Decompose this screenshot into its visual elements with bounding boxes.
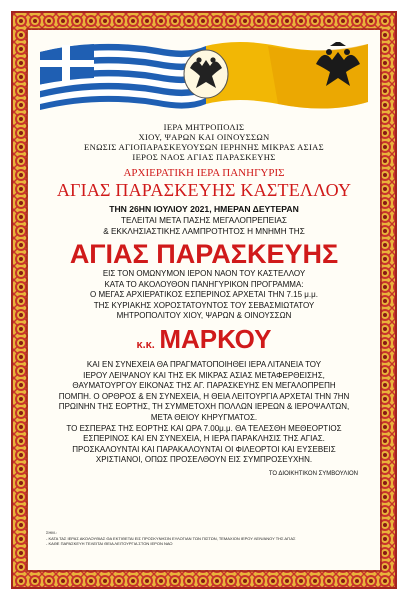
notes xyxy=(46,530,346,547)
bishop-name-text: ΜΑΡΚΟΥ xyxy=(159,323,272,354)
body-line: ΚΑΙ ΕΝ ΣΥΝΕΧΕΙΑ ΘΑ ΠΡΑΓΜΑΤΟΠΟΙΗΘΕΙ ΙΕΡΑ ΛΙΤΑΝΕΙΑ ΤΟΥ xyxy=(86,359,322,369)
notes-heading: ΣΗΜ.: xyxy=(46,530,57,535)
program-line-5: ΜΗΤΡΟΠΟΛΙΤΟΥ ΧΙΟΥ, ΨΑΡΩΝ & ΟΙΝΟΥΣΣΩΝ xyxy=(116,311,292,321)
date-line: ΤΗΝ 26ΗΝ ΙΟΥΛΙΟΥ 2021, ΗΜΕΡΑΝ ΔΕΥΤΕΡΑΝ xyxy=(109,204,299,214)
program-line-4: ΤΗΣ ΚΥΡΙΑΚΗΣ ΧΟΡΟΣΤΑΤΟΥΝΤΟΣ ΤΟΥ ΣΕΒΑΣΜΙΩΤΑΤΟΥ xyxy=(93,300,315,310)
festival-subtitle: ΑΡΧΙΕΡΑΤΙΚΗ ΙΕΡΑ ΠΑΝΗΓΥΡΙΣ xyxy=(123,167,285,179)
memory-line: & ΕΚΚΛΗΣΙΑΣΤΙΚΗΣ ΛΑΜΠΡΟΤΗΤΟΣ Η ΜΝΗΜΗ ΤΗΣ xyxy=(103,227,305,236)
greek-flag xyxy=(40,44,206,110)
bishop-prefix: κ.κ. xyxy=(136,338,155,351)
body-line: ΤΟ ΕΣΠΕΡΑΣ ΤΗΣ ΕΟΡΤΗΣ ΚΑΙ ΩΡΑ 7.00μ.μ. ΘΑ ΤΕΛΕΣΘΗ ΜΕΘΕΟΡΤΙΟΣ xyxy=(66,423,342,433)
body-line: ΠΡΩΙΝΗΝ ΤΗΣ ΕΟΡΤΗΣ, ΤΗ ΣΥΜΜΕΤΟΧΗ ΠΟΛΛΩΝ ΙΕΡΕΩΝ & ΙΕΡΟΨΑΛΤΩΝ, xyxy=(58,402,350,412)
note-1: - ΚΑΤΑ ΤΑΣ ΙΕΡΑΣ ΑΚΟΛΟΥΘΙΑΣ ΘΑ ΕΚΤΙΘΕΤΑΙ ΕΙΣ ΠΡΟΣΚΥΝΗΣΙΝ ΕΥΛΟΓΙΑΝ ΤΩΝ ΠΙΣΤΩΝ, ΤΕΜΑΧΙΟΝ ΙΕΡΟΥ ΛΕΙΨΑΝΟΥ ΤΗΣ ΑΓΙΑΣ xyxy=(46,535,296,541)
church-line: ΙΕΡΟΣ ΝΑΟΣ ΑΓΙΑΣ ΠΑΡΑΣΚΕΥΗΣ xyxy=(132,152,276,162)
body-line: ΕΣΠΕΡΙΝΟΣ ΚΑΙ ΕΝ ΣΥΝΕΧΕΙΑ, Η ΙΕΡΑ ΠΑΡΑΚΛΗΣΙΣ ΤΗΣ ΑΓΙΑΣ. xyxy=(83,434,325,444)
metropolis-line: ΙΕΡΑ ΜΗΤΡΟΠΟΛΙΣ xyxy=(163,122,245,132)
body-line: ΙΕΡΟΥ ΛΕΙΨΑΝΟΥ ΚΑΙ ΤΗΣ ΕΚ ΜΙΚΡΑΣ ΑΣΙΑΣ ΜΕΤΑΦΕΡΘΕΙΣΗΣ, xyxy=(83,370,325,380)
poster-text xyxy=(42,122,366,477)
festival-title: ΑΓΙΑΣ ΠΑΡΑΣΚΕΥΗΣ ΚΑΣΤΕΛΛΟΥ xyxy=(56,180,352,200)
union-line: ΕΝΩΣΙΣ ΑΓΙΟΠΑΡΑΣΚΕΥΟΥΣΩΝ ΙΕΡΗΝΗΣ ΜΙΚΡΑΣ ΑΣΙΑΣ xyxy=(84,142,324,152)
program-line-3: Ο ΜΕΓΑΣ ΑΡΧΙΕΡΑΤΙΚΟΣ ΕΣΠΕΡΙΝΟΣ ΑΡΧΕΤΑΙ ΤΗΝ 7.15 μ.μ. xyxy=(90,290,318,300)
body-line: ΠΟΜΠΗ. Ο ΟΡΘΡΟΣ & ΕΝ ΣΥΝΕΧΕΙΑ, Η ΘΕΙΑ ΛΕΙΤΟΥΡΓΙΑ ΑΡΧΕΤΑΙ ΤΗΝ 7ΗΝ xyxy=(58,391,350,401)
body-line: ΠΡΟΣΚΑΛΟΥΝΤΑΙ ΚΑΙ ΠΑΡΑΚΑΛΟΥΝΤΑΙ ΟΙ ΦΙΛΕΟΡΤΟΙ ΚΑΙ ΕΥΣΕΒΕΙΣ xyxy=(72,444,336,454)
flags-banner xyxy=(38,38,370,116)
body-line: ΘΑΥΜΑΤΟΥΡΓΟΥ ΕΙΚΟΝΑΣ ΤΗΣ ΑΓ. ΠΑΡΑΣΚΕΥΗΣ ΕΝ ΜΕΓΑΛΟΠΡΕΠΗ xyxy=(72,381,336,391)
signature: ΤΟ ΔΙΟΙΚΗΤΙΚΟΝ ΣΥΜΒΟΥΛΙΟΝ xyxy=(268,470,358,477)
bishop-name xyxy=(42,324,366,360)
note-2: - ΚΑΘΕ ΠΑΡΑΣΚΕΥΗ ΤΕΛΕΙΤΑΙ ΘΕΙΑ ΛΕΙΤΟΥΡΓΙΑ ΣΤΟΝ ΙΕΡΟΝ ΝΑΟ xyxy=(46,541,173,547)
saint-name: ΑΓΙΑΣ ΠΑΡΑΣΚΕΥΗΣ xyxy=(69,239,339,269)
program-line-2: ΚΑΤΑ ΤΟ ΑΚΟΛΟΥΘΟΝ ΠΑΝΗΓΥΡΙΚΟΝ ΠΡΟΓΡΑΜΜΑ: xyxy=(104,279,304,289)
body-line: ΜΕΤΑ ΘΕΙΟΥ ΚΗΡΥΓΜΑΤΟΣ. xyxy=(150,412,258,422)
double-headed-eagle-icon xyxy=(184,50,228,98)
body-line: ΧΡΙΣΤΙΑΝΟΙ, ΟΠΩΣ ΠΡΟΣΕΛΘΟΥΝ ΕΙΣ ΣΥΜΠΡΟΣΕΥΧΗΝ. xyxy=(95,455,313,465)
ceremony-line: ΤΕΛΕΙΤΑΙ ΜΕΤΑ ΠΑΣΗΣ ΜΕΓΑΛΟΠΡΕΠΕΙΑΣ xyxy=(121,216,287,225)
metropolis-region-line: ΧΙΟΥ, ΨΑΡΩΝ ΚΑΙ ΟΙΝΟΥΣΣΩΝ xyxy=(138,132,270,142)
poster-page xyxy=(28,30,380,570)
program-line-1: ΕΙΣ ΤΟΝ ΟΜΩΝΥΜΟΝ ΙΕΡΟΝ ΝΑΟΝ ΤΟΥ ΚΑΣΤΕΛΛΟΥ xyxy=(102,269,306,278)
